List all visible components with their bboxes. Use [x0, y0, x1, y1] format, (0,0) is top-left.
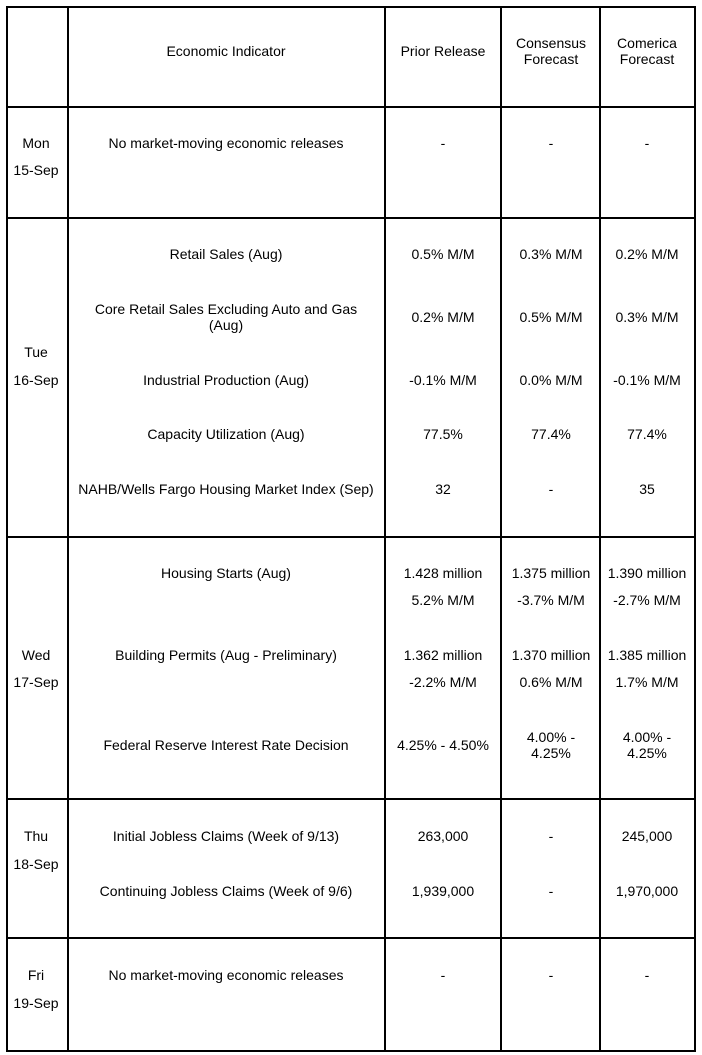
- comerica-value: 0.2% M/M: [615, 246, 679, 262]
- header-prior-release: Prior Release: [400, 43, 486, 59]
- consensus-value: 0.3% M/M: [519, 246, 583, 262]
- comerica-value: 1.390 million: [607, 565, 687, 581]
- row-divider: [6, 536, 696, 538]
- comerica-value: -: [644, 967, 650, 983]
- consensus-change: -3.7% M/M: [517, 592, 585, 608]
- row-divider: [6, 798, 696, 800]
- indicator-name: Industrial Production (Aug): [143, 372, 309, 388]
- indicator-name: Core Retail Sales Excluding Auto and Gas (Aug): [94, 301, 358, 333]
- prior-value: 77.5%: [423, 426, 463, 442]
- indicator-name: Federal Reserve Interest Rate Decision: [103, 737, 349, 753]
- consensus-value: -: [548, 135, 554, 151]
- indicator-name: NAHB/Wells Fargo Housing Market Index (Sep): [78, 481, 374, 497]
- prior-value: 0.2% M/M: [411, 309, 475, 325]
- prior-change: 5.2% M/M: [411, 592, 475, 608]
- comerica-value: 0.3% M/M: [615, 309, 679, 325]
- indicator-name: Building Permits (Aug - Preliminary): [115, 647, 337, 663]
- prior-value: 4.25% - 4.50%: [397, 737, 489, 753]
- consensus-value: 0.5% M/M: [519, 309, 583, 325]
- row-divider: [6, 217, 696, 219]
- day-date: 17-Sep: [13, 674, 59, 690]
- column-divider: [67, 6, 69, 1052]
- day-of-week: Thu: [23, 828, 49, 844]
- day-of-week: Fri: [27, 967, 45, 983]
- row-divider: [6, 106, 696, 108]
- day-of-week: Wed: [21, 647, 51, 663]
- prior-value: 1.362 million: [403, 647, 483, 663]
- prior-value: 0.5% M/M: [411, 246, 475, 262]
- table-border-right: [694, 6, 696, 1052]
- column-divider: [384, 6, 386, 1052]
- comerica-value: 1.385 million: [607, 647, 687, 663]
- consensus-value: 0.0% M/M: [519, 372, 583, 388]
- comerica-change: 1.7% M/M: [615, 674, 679, 690]
- comerica-value: 4.00% - 4.25%: [622, 729, 672, 761]
- prior-value: -: [440, 135, 446, 151]
- indicator-name: No market-moving economic releases: [108, 967, 344, 983]
- day-date: 19-Sep: [13, 995, 59, 1011]
- prior-value: -: [440, 967, 446, 983]
- day-date: 15-Sep: [13, 162, 59, 178]
- header-comerica-forecast: Comerica Forecast: [617, 35, 677, 67]
- column-divider: [500, 6, 502, 1052]
- consensus-value: 77.4%: [531, 426, 571, 442]
- comerica-value: -: [644, 135, 650, 151]
- consensus-value: 1.375 million: [511, 565, 591, 581]
- day-of-week: Mon: [22, 135, 50, 151]
- indicator-name: Retail Sales (Aug): [169, 246, 283, 262]
- comerica-value: 77.4%: [627, 426, 667, 442]
- prior-change: -2.2% M/M: [409, 674, 477, 690]
- prior-value: -0.1% M/M: [409, 372, 477, 388]
- row-divider: [6, 937, 696, 939]
- consensus-value: -: [548, 828, 554, 844]
- prior-value: 32: [435, 481, 451, 497]
- consensus-value: 1.370 million: [511, 647, 591, 663]
- economic-calendar-table: [6, 6, 696, 1052]
- prior-value: 1.428 million: [403, 565, 483, 581]
- comerica-value: 1,970,000: [615, 883, 679, 899]
- comerica-value: -0.1% M/M: [613, 372, 681, 388]
- indicator-name: Capacity Utilization (Aug): [147, 426, 305, 442]
- indicator-name: No market-moving economic releases: [108, 135, 344, 151]
- comerica-value: 35: [639, 481, 655, 497]
- table-border-top: [6, 6, 696, 8]
- indicator-name: Initial Jobless Claims (Week of 9/13): [112, 828, 340, 844]
- table-border-left: [6, 6, 8, 1052]
- consensus-value: 4.00% - 4.25%: [526, 729, 576, 761]
- consensus-value: -: [548, 481, 554, 497]
- comerica-value: 245,000: [621, 828, 673, 844]
- comerica-change: -2.7% M/M: [613, 592, 681, 608]
- column-divider: [599, 6, 601, 1052]
- prior-value: 263,000: [417, 828, 469, 844]
- header-economic-indicator: Economic Indicator: [166, 43, 286, 59]
- table-border-bottom: [6, 1050, 696, 1052]
- indicator-name: Continuing Jobless Claims (Week of 9/6): [99, 883, 353, 899]
- day-date: 18-Sep: [13, 856, 59, 872]
- header-consensus-forecast: Consensus Forecast: [515, 35, 587, 67]
- consensus-change: 0.6% M/M: [519, 674, 583, 690]
- day-date: 16-Sep: [13, 372, 59, 388]
- indicator-name: Housing Starts (Aug): [161, 565, 291, 581]
- prior-value: 1,939,000: [411, 883, 475, 899]
- consensus-value: -: [548, 883, 554, 899]
- consensus-value: -: [548, 967, 554, 983]
- day-of-week: Tue: [24, 344, 48, 360]
